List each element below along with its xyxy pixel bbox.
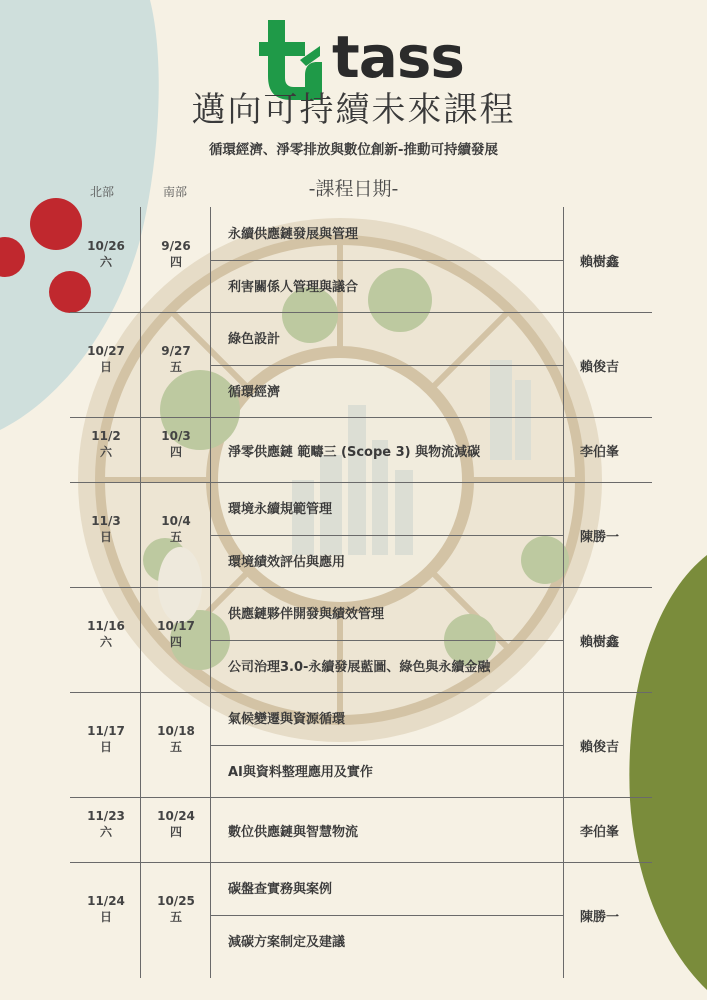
- course-title: AI與資料整理應用及實作: [228, 764, 373, 780]
- course-title: 減碳方案制定及建議: [228, 934, 346, 950]
- instructor-name: 李伯峯: [580, 444, 620, 460]
- course-title: 循環經濟: [228, 384, 281, 400]
- south-weekday: 五: [169, 739, 182, 754]
- instructor-name: 賴俊吉: [580, 739, 620, 755]
- session-divider: [70, 587, 652, 588]
- north-date: 11/2: [91, 428, 121, 443]
- page-title: 邁向可持續未來課程: [191, 90, 516, 130]
- north-weekday: 日: [99, 739, 112, 754]
- south-weekday: 五: [169, 529, 182, 544]
- course-title: 公司治理3.0-永續發展藍圖、綠色與永續金融: [228, 659, 491, 675]
- south-date: 10/4: [161, 513, 191, 528]
- north-date: 10/27: [87, 343, 125, 358]
- north-weekday: 六: [99, 254, 112, 269]
- page-subtitle: 循環經濟、淨零排放與數位創新-推動可持續發展: [208, 142, 499, 158]
- north-date: 11/23: [87, 808, 125, 823]
- north-column-header: 北部: [90, 185, 115, 199]
- course-title: 環境績效評估與應用: [228, 554, 346, 570]
- red-dot: [30, 198, 82, 250]
- course-title: 供應鏈夥伴開發與績效管理: [228, 607, 385, 622]
- south-weekday: 四: [169, 824, 182, 839]
- south-column-header: 南部: [163, 185, 188, 199]
- course-divider: [211, 365, 564, 366]
- north-weekday: 日: [99, 359, 112, 374]
- course-title: 氣候變遷與資源循環: [228, 712, 346, 727]
- instructor-name: 賴樹鑫: [580, 634, 620, 650]
- course-title: 永續供應鏈發展與管理: [228, 227, 359, 242]
- instructor-name: 陳勝一: [580, 529, 620, 545]
- instructor-name: 陳勝一: [580, 909, 620, 925]
- brand-logo-text: tass: [332, 23, 464, 91]
- north-weekday: 六: [99, 824, 112, 839]
- south-date: 10/18: [157, 723, 195, 738]
- session-divider: [70, 312, 652, 313]
- north-weekday: 六: [99, 634, 112, 649]
- session-divider: [70, 692, 652, 693]
- course-divider: [211, 535, 564, 536]
- course-title: 利害關係人管理與議合: [228, 279, 359, 295]
- south-date: 10/24: [157, 808, 195, 823]
- instructor-name: 賴俊吉: [580, 359, 620, 375]
- instructor-name: 李伯峯: [580, 824, 620, 840]
- south-date: 9/26: [161, 238, 191, 253]
- course-title: 綠色設計: [228, 332, 281, 347]
- north-date: 10/26: [87, 238, 125, 253]
- south-date: 9/27: [161, 343, 191, 358]
- session-divider: [70, 797, 652, 798]
- course-divider: [211, 915, 564, 916]
- session-divider: [70, 862, 652, 863]
- south-weekday: 四: [169, 634, 182, 649]
- red-dot: [49, 271, 91, 313]
- instructor-name: 賴樹鑫: [580, 254, 620, 270]
- south-weekday: 四: [169, 444, 182, 459]
- south-weekday: 五: [169, 359, 182, 374]
- north-date: 11/16: [87, 618, 125, 633]
- south-weekday: 五: [169, 909, 182, 924]
- north-weekday: 日: [99, 529, 112, 544]
- course-title: 淨零供應鏈 範疇三 (Scope 3) 與物流減碳: [228, 444, 481, 460]
- north-date: 11/3: [91, 513, 121, 528]
- south-date: 10/3: [161, 428, 191, 443]
- course-title: 數位供應鏈與智慧物流: [228, 824, 359, 840]
- course-divider: [211, 745, 564, 746]
- south-date: 10/17: [157, 618, 195, 633]
- olive-blob: [629, 555, 707, 990]
- session-divider: [70, 482, 652, 483]
- south-weekday: 四: [169, 254, 182, 269]
- course-title: 環境永續規範管理: [228, 502, 333, 517]
- north-date: 11/17: [87, 723, 125, 738]
- course-divider: [211, 640, 564, 641]
- date-heading: -課程日期-: [308, 178, 399, 200]
- course-title: 碳盤查實務與案例: [228, 882, 333, 897]
- north-weekday: 六: [99, 444, 112, 459]
- session-divider: [70, 417, 652, 418]
- south-date: 10/25: [157, 893, 195, 908]
- north-date: 11/24: [87, 893, 125, 908]
- course-divider: [211, 260, 564, 261]
- north-weekday: 日: [99, 909, 112, 924]
